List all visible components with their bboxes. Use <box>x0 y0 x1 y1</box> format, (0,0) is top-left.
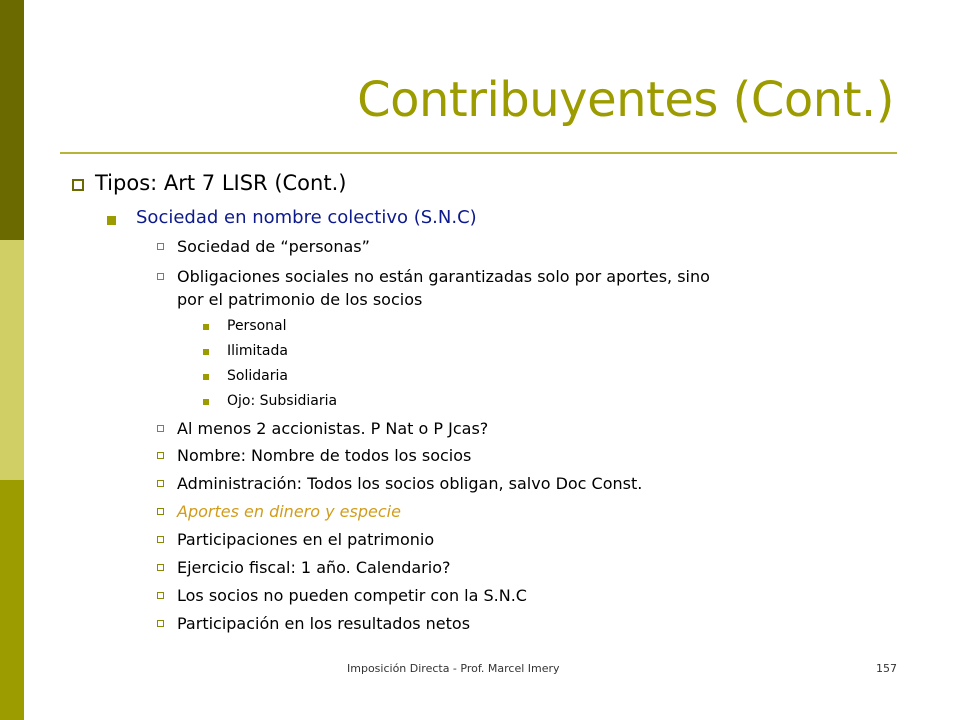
list-subitem-text: Solidaria <box>227 368 288 384</box>
list-subitem-text: Ojo: Subsidiaria <box>227 393 338 409</box>
slide-title: Contribuyentes (Cont.) <box>357 72 894 128</box>
side-bar-top <box>0 0 24 240</box>
square-bullet-icon <box>157 425 164 432</box>
square-bullet-icon <box>157 564 164 571</box>
square-bullet-icon <box>203 324 209 330</box>
list-item-text: Administración: Todos los socios obligan, salvo Doc Const. <box>177 474 643 493</box>
list-subitem-text: Personal <box>227 318 287 334</box>
square-bullet-icon <box>107 216 116 225</box>
list-item-text: Participación en los resultados netos <box>177 614 471 633</box>
list-subitem-text: Ilimitada <box>227 343 288 359</box>
list-item-text-continued: por el patrimonio de los socios <box>177 290 423 309</box>
bullet-level2-text: Sociedad en nombre colectivo (S.N.C) <box>136 207 477 228</box>
list-item-text: Al menos 2 accionistas. P Nat o P Jcas? <box>177 419 489 438</box>
square-bullet-icon <box>203 349 209 355</box>
side-bar-middle <box>0 240 24 480</box>
square-bullet-icon <box>72 179 84 191</box>
square-bullet-icon <box>157 620 164 627</box>
side-bar-bottom <box>0 480 24 720</box>
bullet-level1-text: Tipos: Art 7 LISR (Cont.) <box>95 171 347 195</box>
list-item-text-highlighted: Aportes en dinero y especie <box>177 502 401 521</box>
slide-footer: Imposición Directa - Prof. Marcel Imery <box>347 662 560 675</box>
title-divider <box>60 152 897 154</box>
square-bullet-icon <box>157 508 164 515</box>
list-item-text: Nombre: Nombre de todos los socios <box>177 446 472 465</box>
square-bullet-icon <box>157 273 164 280</box>
list-item-text: Los socios no pueden competir con la S.N.C <box>177 586 527 605</box>
list-item-text: Participaciones en el patrimonio <box>177 530 435 549</box>
square-bullet-icon <box>157 480 164 487</box>
square-bullet-icon <box>157 243 164 250</box>
square-bullet-icon <box>157 536 164 543</box>
square-bullet-icon <box>203 399 209 405</box>
square-bullet-icon <box>203 374 209 380</box>
square-bullet-icon <box>157 592 164 599</box>
page-number: 157 <box>876 662 897 675</box>
square-bullet-icon <box>157 452 164 459</box>
list-item-text: Obligaciones sociales no están garantizadas solo por aportes, sino <box>177 267 710 286</box>
list-item-text: Sociedad de “personas” <box>177 237 370 256</box>
list-item-text: Ejercicio fiscal: 1 año. Calendario? <box>177 558 451 577</box>
